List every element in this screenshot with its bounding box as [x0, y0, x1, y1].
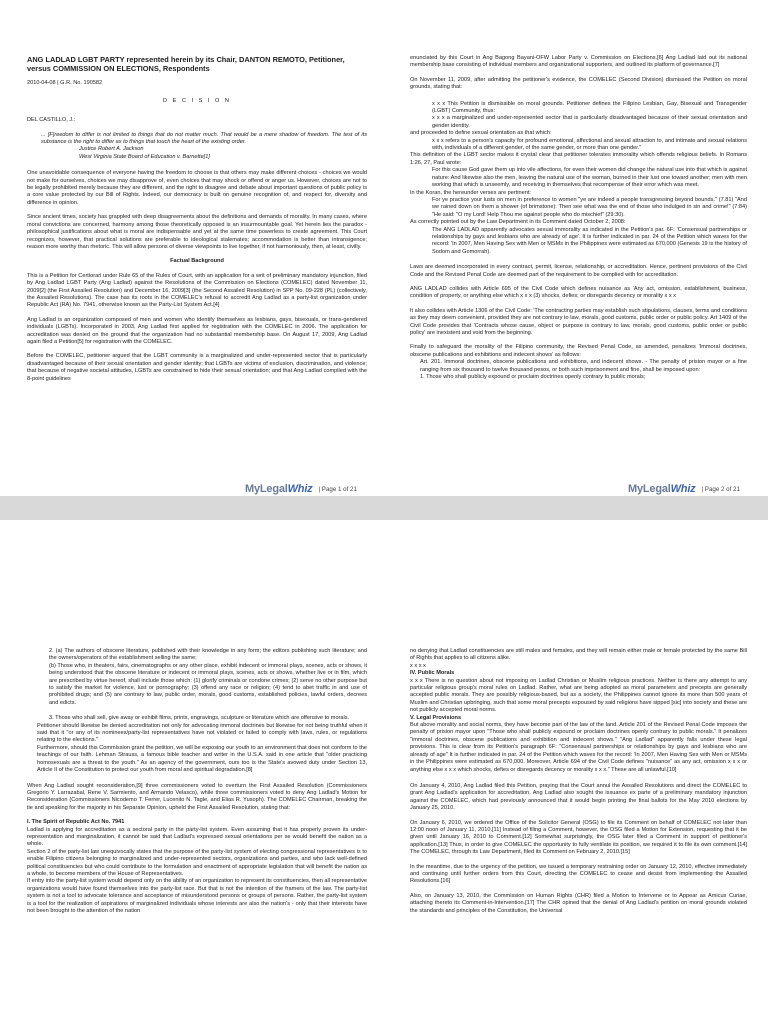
- paragraph: Since ancient times, society has grappled with deep disagreements about the definitions and demands of morality. In many cases, where moral convictions are concerned, harmony among those theoretically opposed is an insurmountable goal. Yet herein lies the paradox - philosophical justifications about what is moral are indispensable and yet at the same time powerless to create agreement. This Court recognizes, however, that practical solutions are preferable to ideological stalemates; accommodation is better than intransigence; reason more worthy than rhetoric. This will allow persons of diverse viewpoints to live together, if not harmoniously, then, at least, civilly.: [27, 214, 367, 250]
- paragraph: This is a Petition for Certiorari under Rule 65 of the Rules of Court, with an application for a writ of preliminary mandatory injunction, filed by Ang Ladlad LGBT Party (Ang Ladlad) against the Resolutions of the Commission on Elections (COMELEC) dated November 11, 2009[2] (the First Assailed Resolution) and December 16, 2009[3] (the Second Assailed Resolution) in SPP No. 09-228 (PL) (collectively, the Assailed Resolutions). The case has its roots in the COMELEC's refusal to accredit Ang Ladlad as a party-list organization under Republic Act (RA) No. 7941, otherwise known as the Party-List System Act.[4]: [27, 272, 367, 309]
- quote-line: This definition of the LGBT sector makes it crystal clear that petitioner tolerates immorality which offends religious beliefs. In Romans 1:26, 27, Paul wrote:: [410, 152, 747, 166]
- quote-line: Furthermore, should this Commission grant the petition, we will be exposing our youth to an environment that does not conform to the teachings of our faith. Lehman Strauss, a famous bible teacher and writer in the U.S.A. said in one article that "older practicing homosexuals are a threat to the youth." As an agency of the government, ours too is the State's avowed duty under Section 13, Article II of the Constitution to protect our youth from moral and spiritual degradation.[8]: [37, 744, 367, 774]
- page-number: | Page 1 of 21: [318, 485, 357, 493]
- section-heading: V. Legal Provisions: [410, 714, 462, 721]
- section-heading: IV. Public Morals: [410, 670, 455, 677]
- page-1-footer: [245, 483, 357, 495]
- paragraph: One unavoidable consequence of everyone having the freedom to choose is that others may make different choices - choices we would not make for ourselves, choices we may disapprove of, even choices that may shock or offend or anger us. However, choices are not to be legally prohibited merely because they are different, and the right to disagree and debate about important questions of public policy is a core value protected by our Bill of Rights. Indeed, our democracy is built on genuine recognition of, and respect for, diversity and difference in opinion.: [27, 170, 367, 206]
- quote-line: Art. 201. Immoral doctrines, obscene publications and exhibitions, and indecent shows. - The penalty of prision mayor or a fine ranging from six thousand to twelve thousand pesos, or both such imprisonment and fine, shall be imposed upon:: [420, 359, 747, 373]
- quote-line: The ANG LADLAD apparently advocates sexual immorality as indicated in the Petition's par. 6F: 'Consensual partnerships or relationships by gays and lesbians who are already of age'. It is further indicated in par. 24 of the Petition which waves for the record: 'In 2007, Men Having Sex with Men or MSMs in the Philippines were estimated as 670,000 (Genesis 19 is the history of Sodom and Gomorrah).: [432, 226, 747, 255]
- paragraph: x x x There is no question about not imposing on Ladlad Christian or Muslim religious practices. Neither is there any attempt to any particular religious group's moral rules on Ladlad. Rather, what are being adopted as moral parameters and precepts are generally accepted public morals. They are possibly religious-based, but as a society, the Philippines cannot ignore its more than 500 years of Muslim and Christian upbringing, such that some moral precepts espoused by said religions have sipped [sic] into society and these are not publicly accepted moral norms.: [410, 677, 747, 714]
- epigraph-source: West Virginia State Board of Education v. Barnette[1]: [79, 153, 210, 160]
- quote-line: x x x a marginalized and under-represented sector that is particularly disadvantaged because of their sexual orientation and gender identity.: [432, 115, 747, 129]
- paragraph: If entry into the party-list system would depend only on the ability of an organization to represent its constituencies, then all representative organizations would have found themselves into the party-list race. But that is not the intention of the framers of the law. The party-list system is not a tool to advocate tolerance and acceptance of misunderstood persons or groups of persons. Rather, the party-list system is a tool for the realization of aspirations of marginalized individuals whose interests are also the nation's - only that their interests have not been brought to the attention of the nation: [27, 878, 367, 914]
- paragraph: Finally to safeguard the morality of the Filipino community, the Revised Penal Code, as amended, penalizes 'Immoral doctrines, obscene publications and exhibitions and indecent shows' as follows:: [410, 344, 747, 358]
- paragraph: But above morality and social norms, they have become part of the law of the land. Article 201 of the Revised Penal Code imposes the penalty of prision mayor upon "Those who shall publicly expound or proclaim doctrines openly contrary to public morals." It penalizes "immoral doctrines, obscene publications and exhibition and indecent shows." "Ang Ladlad" apparently falls under these legal provisions. This is clear from its Petition's paragraph 6F: "Consensual partnerships or relationships by gays and lesbians who are already of age" It is further indicated in par. 24 of the Petition which waves for the record: 'In 2007, Men Having Sex with Men or MSMs in the Philippines were estimated as 670,000. Moreover, Article 694 of the Civil Code defines "nuisance" as any act, omission x x x or anything else x x x which shocks, defies or disregards decency or morality x x x." These are all unlawful.[10]: [410, 722, 747, 773]
- quote-line: 2. (a) The authors of obscene literature, published with their knowledge in any form; the editors publishing such literature; and the owners/operators of the establishment selling the same;: [49, 648, 367, 662]
- quote-line: 1. Those who shall publicly expound or proclaim doctrines openly contrary to public morals;: [420, 374, 646, 381]
- paragraph: no denying that Ladlad constituencies are still males and females, and they will remain either male or female protected by the same Bill of Rights that applies to all citizens alike.: [410, 648, 747, 662]
- case-meta: 2010-04-08 | G.R. No. 190582: [27, 80, 103, 87]
- page-2-column: [410, 55, 747, 460]
- epigraph-author: Justice Robert A. Jackson: [79, 146, 144, 153]
- paragraph: On January 4, 2010, Ang Ladlad filed this Petition, praying that the Court annul the Assailed Resolutions and direct the COMELEC to grant Ang Ladlad's application for accreditation. Ang Ladlad also sought the issuance ex parte of a preliminary mandatory injunction against the COMELEC, which had previously announced that it would begin printing the final ballots for the May 2010 elections by January 25, 2010.: [410, 782, 747, 812]
- quote-line: Petitioner should likewise be denied accreditation not only for advocating immoral doctrines but likewise for not being truthful when it said that it "or any of its nominees/party-list representatives have not violated or failed to comply with laws, rules, or regulations relating to the elections.": [37, 722, 367, 744]
- paragraph: enunciated by this Court in Ang Bagong Bayani-OFW Labor Party v. Commission on Elections.[6] Ang Ladlad laid out its national membership base consisting of individual members and organizational supporters, and outlined its platform of governance.[7]: [410, 55, 747, 69]
- quote-line: As correctly pointed out by the Law Department in its Comment dated October 2, 2008:: [410, 219, 626, 226]
- paragraph: x x x x: [410, 662, 426, 669]
- paragraph: It also collides with Article 1306 of the Civil Code: 'The contracting parties may establish such stipulations, clauses, terms and conditions as they may deem convenient, provided they are not contrary to law, morals, good customs, public order or public policy. Art 1409 of the Civil Code provides that 'Contracts whose cause, object or purpose is contrary to law, morals, good customs, public order or public policy' are inexistent and void from the beginning.: [410, 307, 747, 336]
- paragraph: Section 2 of the party-list law unequivocally states that the purpose of the party-list system of electing congressional representatives is to enable Filipino citizens belonging to marginalized and under-represented sectors, organizations and parties, and who lack well-defined political constituencies but who could contribute to the formulation and enactment of appropriate legislation that will benefit the nation as a whole, to become members of the House of Representatives.: [27, 848, 367, 877]
- decision-heading: D E C I S I O N: [163, 97, 231, 104]
- quote-line: (b) Those who, in theaters, fairs, cinematographs or any other place, exhibit indecent or immoral plays, scenes, acts or shows, it being understood that the obscene literature or indecent or immoral plays, scenes, acts or shows, whether live or in film, which are prescribed by virtue hereof, shall include those which: (1) glorify criminals or condone crimes; (2) serve no other purpose but to satisfy the market for violence, lust or pornography; (3) offend any race or religion; (4) tend to abet traffic in and use of prohibited drugs; and (5) are contrary to law, public order, morals, good customs, established policies, lawful orders, decrees and edicts.: [49, 662, 367, 706]
- mylegalwhiz-logo: MyLegalWhiz: [245, 483, 313, 495]
- paragraph: Ang Ladlad is an organization composed of men and women who identify themselves as lesbians, gays, bisexuals, or trans-gendered individuals (LGBTs). Incorporated in 2003, Ang Ladlad first applied for registration with the COMELEC in 2006. The application for accreditation was denied on the ground that the organization had no substantial membership base. On August 17, 2009, Ang Ladlad again filed a Petition[5] for registration with the COMELEC.: [27, 316, 367, 345]
- paragraph: On November 11, 2009, after admitting the petitioner's evidence, the COMELEC (Second Division) dismissed the Petition on moral grounds, stating that:: [410, 76, 747, 91]
- paragraph: Ladlad is applying for accreditation as a sectoral party in the party-list system. Even assuming that it has properly proven its under-representation and marginalization, it cannot be said that Ladlad's expressed sexual orientations per se would benefit the nation as a whole.: [27, 826, 367, 848]
- paragraph: In the meantime, due to the urgency of the petition, we issued a temporary restraining order on January 12, 2010, effective immediately and continuing until further orders from this Court, directing the COMELEC to cease and desist from implementing the Assailed Resolutions.[16]: [410, 863, 747, 885]
- page-number: | Page 2 of 21: [701, 485, 740, 493]
- quote-line: 3. Those who shall sell, give away or exhibit films, prints, engravings, sculpture or literature which are offensive to morals.: [49, 715, 350, 722]
- document-page-bottom: [0, 520, 768, 1024]
- page-3-column: [27, 648, 367, 1024]
- paragraph: Also, on January 13, 2010, the Commission on Human Rights (CHR) filed a Motion to Intervene or to Appear as Amicus Curiae, attaching thereto its Comment-in-Intervention.[17] The CHR opined that the denial of Ang Ladlad's petition on moral grounds violated the standards and principles of the Constitution, the Universal: [410, 892, 747, 914]
- paragraph: ANG LADLAD collides with Article 695 of the Civil Code which defines nuisance as 'Any act, omission, establishment, business, condition of property, or anything else which x x x (3) shocks, defies; or disregards decency or morality x x x: [410, 285, 747, 300]
- paragraph: On January 6, 2010, we ordered the Office of the Solicitor General (OSG) to file its Comment on behalf of COMELEC not later than 12:00 noon of January 11, 2010.[11] Instead of filing a Comment, however, the OSG filed a Motion for Extension, requesting that it be given until January 16, 2010 to Comment.[12] Somewhat surprisingly, the OSG later filed a Comment in support of petitioner's application.[13] Thus, in order to give COMELEC the opportunity to fully ventilate its position, we required it to file its own comment.[14] The COMELEC, through its Law Department, filed its Comment on February 2, 2010.[15]: [410, 819, 747, 856]
- ponente: DEL CASTILLO, J.:: [27, 117, 76, 124]
- page-2-footer: [628, 483, 740, 495]
- paragraph: When Ang Ladlad sought reconsideration,[9] three commissioners voted to overturn the First Assailed Resolution (Commissioners Gregorio Y. Larrazabal, Rene V. Sarmiento, and Armando Velasco), while three commissioners voted to deny Ang Ladlad's Motion for Reconsideration (Commissioners Nicodemo T. Ferrer, Lucenito N. Tagle, and Elias R. Yusoph). The COMELEC Chairman, breaking the tie and speaking for the majority in his Separate Opinion, upheld the First Assailed Resolution, stating that:: [27, 782, 367, 811]
- mylegalwhiz-logo: MyLegalWhiz: [628, 483, 696, 495]
- page-4-column: [410, 648, 747, 1024]
- paragraph: Before the COMELEC, petitioner argued that the LGBT community is a marginalized and under-represented sector that is particularly disadvantaged because of their sexual orientation and gender identity; that LGBTs are victims of exclusion, discrimination, and violence; that because of negative societal attitudes, LGBTs are constrained to hide their sexual orientation; and that Ang Ladlad complied with the 8-point guidelines: [27, 353, 367, 382]
- quote-line: x x x refers to a person's capacity for profound emotional, affectional and sexual attraction to, and intimate and sexual relations with, individuals of a different gender, of the same gender, or more than one gender.": [432, 137, 747, 152]
- document-page-top: [0, 0, 768, 496]
- document-title: ANG LADLAD LGBT PARTY represented herein by its Chair, DANTON REMOTO, Petitioner, versus COMMISSION ON ELECTIONS, Respondents: [27, 55, 345, 74]
- quote-line: and proceeded to define sexual orientation as that which:: [410, 130, 552, 137]
- epigraph: ... [F]reedom to differ is not limited to things that do not matter much. That would be a mere shadow of freedom. The test of its substance is the right to differ as to things that touch the heart of the existing order.: [41, 131, 367, 146]
- section-heading: I. The Spirit of Republic Act No. 7941: [27, 819, 125, 826]
- quote-line: In the Koran, the hereunder verses are pertinent:: [410, 189, 531, 196]
- quote-line: For this cause God gave them up into vile affections, for even their women did change the natural use into that which is against nature: And likewise also the men, leaving the natural use of the woman, burned in their lust one toward another; men with men working that which is unseemly, and receiving in themselves that recompense of their error which was meet.: [432, 167, 747, 189]
- section-heading: Factual Background: [170, 258, 224, 265]
- quote-line: For ye practice your lusts on men in preference to women "ye are indeed a people transgressing beyond bounds." (7.81) "And we rained down on them a shower (of brimstone): Then see what was the end of those who indulged in sin and crime!" (7:84) "He said: "O my Lord! Help Thou me against people who do mischief" (29:30).: [432, 196, 747, 218]
- page-1-column: [27, 55, 367, 460]
- paragraph: Laws are deemed incorporated in every contract, permit, license, relationship, or accreditation. Hence, pertinent provisions of the Civil Code and the Revised Penal Code are deemed part of the requirement to be complied with for accreditation.: [410, 264, 747, 278]
- quote-line: x x x This Petition is dismissible on moral grounds. Petitioner defines the Filipino Lesbian, Gay, Bisexual and Transgender (LGBT) Community, thus:: [432, 100, 747, 115]
